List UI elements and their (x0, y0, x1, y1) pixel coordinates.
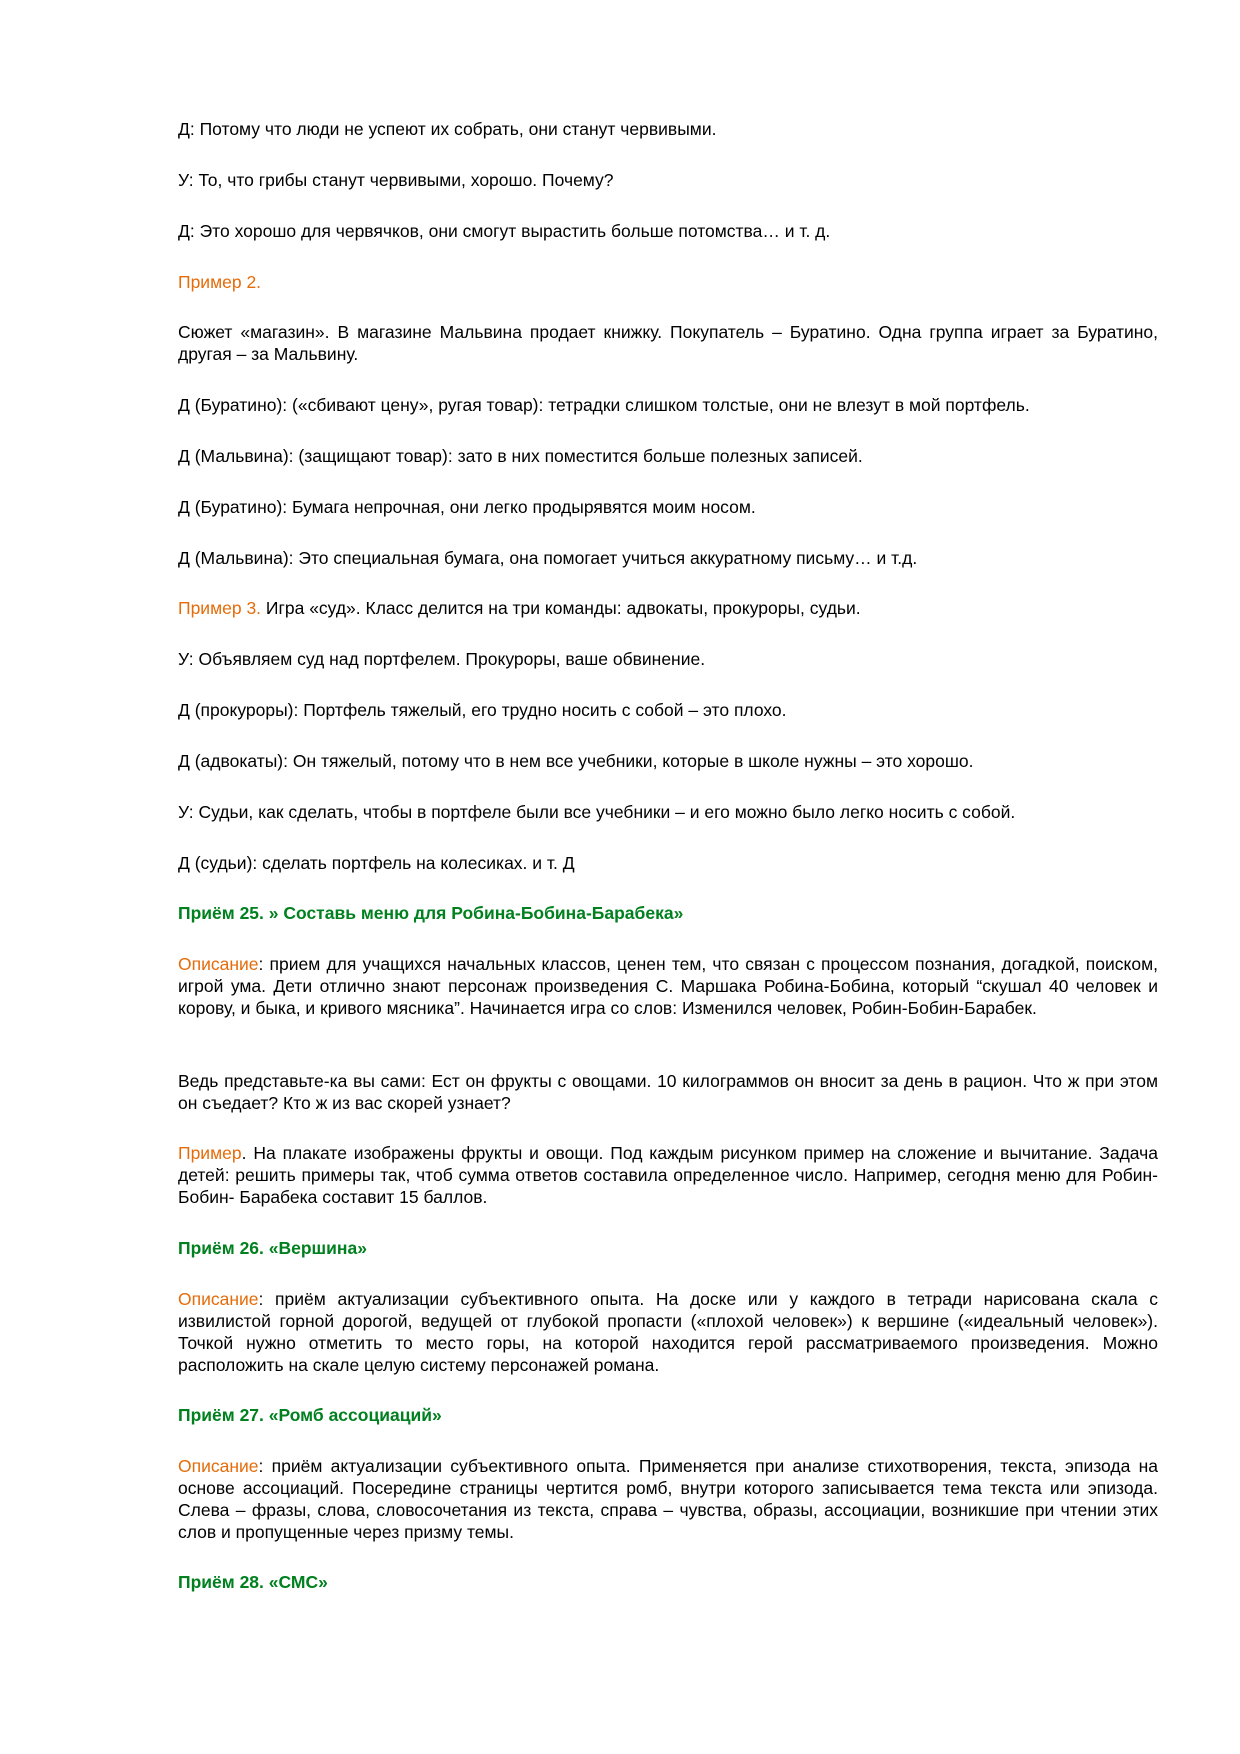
description-label: Описание (178, 1289, 259, 1309)
heading-technique-28: Приём 28. «СМС» (178, 1572, 328, 1592)
technique-26-description (178, 1288, 1158, 1376)
dialogue-line: У: Судьи, как сделать, чтобы в портфеле были все учебники – и его можно было легко носить с собой. (178, 802, 1016, 822)
technique-25-description (178, 953, 1158, 1019)
example-3-text: Игра «суд». Класс делится на три команды: адвокаты, прокуроры, судьи. (261, 598, 861, 618)
example-label: Пример (178, 1143, 242, 1163)
technique-25-verse: Ведь представьте-ка вы сами: Ест он фрукты с овощами. 10 килограммов он вносит за день в рацион. Что ж при этом он съедает? Кто ж из вас скорей узнает? (178, 1071, 1158, 1113)
dialogue-line: Д: Это хорошо для червячков, они смогут вырастить больше потомства… и т. д. (178, 221, 831, 241)
heading-technique-27: Приём 27. «Ромб ассоциаций» (178, 1405, 442, 1425)
heading-technique-25: Приём 25. » Составь меню для Робина-Бобина-Барабека» (178, 903, 684, 923)
technique-25-example (178, 1142, 1158, 1208)
dialogue-line: Д (Мальвина): (защищают товар): зато в них поместится больше полезных записей. (178, 446, 863, 466)
example-text: . На плакате изображены фрукты и овощи. Под каждым рисунком пример на сложение и вычитание. Задача детей: решить примеры так, чтоб сумма ответов составила определенное число. Например, сегодня меню для Робин-Бобин- Барабека составит 15 баллов. (178, 1143, 1158, 1207)
description-label: Описание (178, 954, 259, 974)
dialogue-line: Д (Мальвина): Это специальная бумага, она помогает учиться аккуратному письму… и т.д. (178, 548, 918, 568)
dialogue-line: У: То, что грибы станут червивыми, хорошо. Почему? (178, 170, 614, 190)
description-text: : прием для учащихся начальных классов, ценен тем, что связан с процессом познания, догадкой, поиском, игрой ума. Дети отлично знают персонаж произведения С. Маршака Робина-Бобина, который “скушал 40 человек и корову, и быка, и кривого мясника”. Начинается игра со слов: Изменился человек, Робин-Бобин-Барабек. (178, 954, 1158, 1018)
dialogue-line: Д (Буратино): Бумага непрочная, они легко продырявятся моим носом. (178, 497, 756, 517)
description-text: : приём актуализации субъективного опыта. На доске или у каждого в тетради нарисована скала с извилистой горной дорогой, ведущей от глубокой пропасти («плохой человек») к вершине («идеальный человек»). Точкой нужно отметить то место горы, на которой находится герой рассматриваемого произведения. Можно расположить на скале целую систему персонажей романа. (178, 1289, 1158, 1375)
description-label: Описание (178, 1456, 259, 1476)
dialogue-line: Д (адвокаты): Он тяжелый, потому что в нем все учебники, которые в школе нужны – это хорошо. (178, 751, 974, 771)
example-3-label: Пример 3. (178, 598, 262, 618)
technique-27-description (178, 1455, 1158, 1543)
heading-technique-26: Приём 26. «Вершина» (178, 1238, 367, 1258)
dialogue-line: Д (судьи): сделать портфель на колесиках. и т. Д (178, 853, 575, 873)
shop-plot-paragraph: Сюжет «магазин». В магазине Мальвина продает книжку. Покупатель – Буратино. Одна группа играет за Буратино, другая – за Мальвину. (178, 322, 1158, 364)
example-2-label: Пример 2. (178, 272, 262, 292)
description-text: : приём актуализации субъективного опыта. Применяется при анализе стихотворения, текста, эпизода на основе ассоциаций. Посередине страницы чертится ромб, внутри которого записывается тема текста или эпизода. Слева – фразы, слова, словосочетания из текста, справа – чувства, образы, ассоциации, возникшие при чтении этих слов и пропущенные через призму темы. (178, 1456, 1158, 1542)
dialogue-line: У: Объявляем суд над портфелем. Прокуроры, ваше обвинение. (178, 649, 706, 669)
example-3-line (178, 597, 1158, 619)
dialogue-line: Д (прокуроры): Портфель тяжелый, его трудно носить с собой – это плохо. (178, 700, 787, 720)
dialogue-line: Д (Буратино): («сбивают цену», ругая товар): тетрадки слишком толстые, они не влезут в мой портфель. (178, 395, 1030, 415)
dialogue-line: Д: Потому что люди не успеют их собрать, они станут червивыми. (178, 119, 717, 139)
